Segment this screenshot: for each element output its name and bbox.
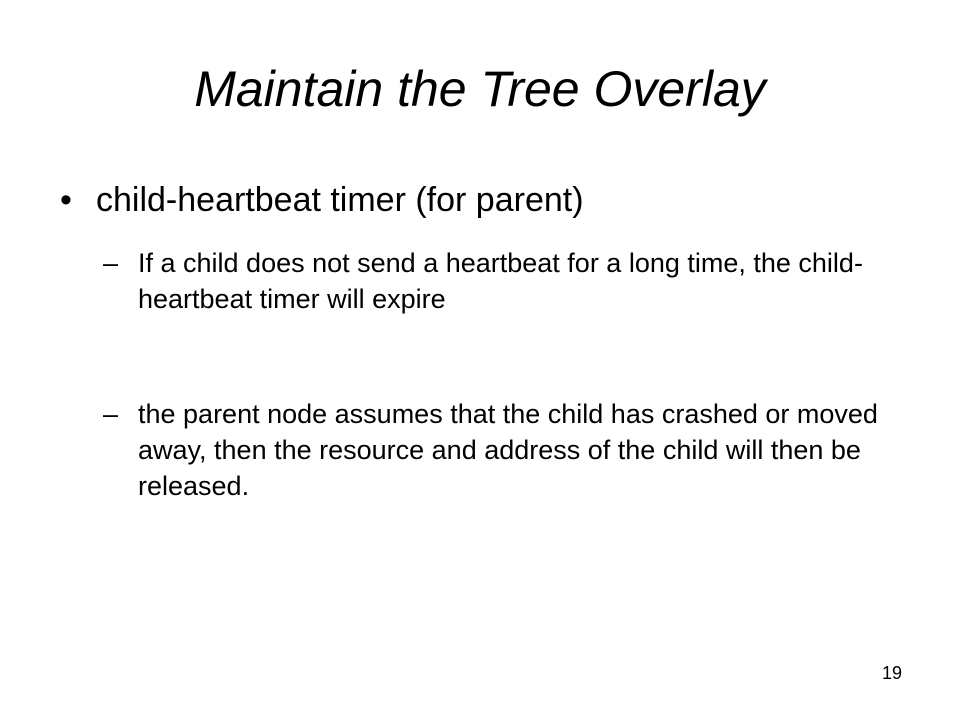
sub-bullet-text: the parent node assumes that the child has crashed or moved away, then the resource and address of the child will then be released. bbox=[138, 399, 878, 501]
sub-bullet-marker: – bbox=[103, 399, 119, 429]
sub-bullet-marker: – bbox=[103, 248, 119, 278]
page-number: 19 bbox=[881, 663, 902, 683]
sub-bullet-text: If a child does not send a heartbeat for a long time, the child-heartbeat timer will expire bbox=[138, 248, 863, 314]
bullet-text: child-heartbeat timer (for parent) bbox=[96, 181, 584, 219]
bullet-marker: • bbox=[60, 181, 72, 219]
slide-title: Maintain the Tree Overlay bbox=[194, 61, 766, 117]
